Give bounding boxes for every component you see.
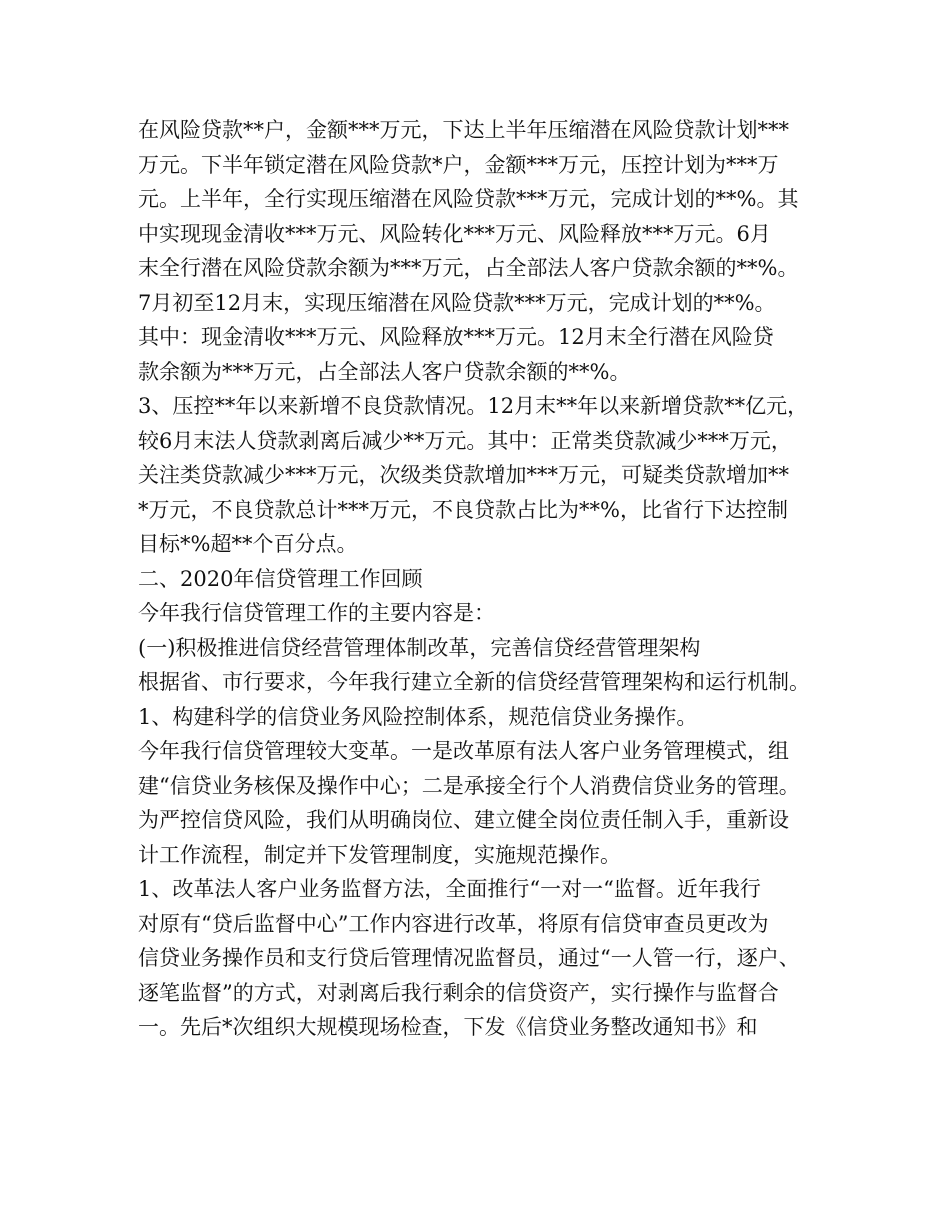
- text-line: 1、改革法人客户业务监督方法，全面推行“一对一“监督。近年我行: [138, 877, 761, 901]
- section-heading: 二、2020年信贷管理工作回顾: [138, 566, 423, 591]
- subsection-heading: (一)积极推进信贷经营管理体制改革，完善信贷经营管理架构: [138, 635, 701, 660]
- text-line: *万元，不良贷款总计***万元，不良贷款占比为**%，比省行下达控制: [138, 497, 788, 522]
- text-line: 关注类贷款减少***万元，次级类贷款增加***万元，可疑类贷款增加**: [138, 463, 789, 487]
- text-line: 在风险贷款**户，金额***万元，下达上半年压缩潜在风险贷款计划***: [138, 118, 789, 142]
- text-line: 7月初至12月末，实现压缩潜在风险贷款***万元，完成计划的**%。: [138, 290, 776, 315]
- text-line: 逐笔监督”的方式，对剥离后我行剩余的信贷资产，实行操作与监督合: [138, 980, 779, 1005]
- text-line: 一。先后*次组织大规模现场检查，下发《信贷业务整改通知书》和: [138, 1015, 758, 1039]
- text-line: 今年我行信贷管理较大变革。一是改革原有法人客户业务管理模式，组: [138, 739, 789, 763]
- text-line: 中实现现金清收***万元、风险转化***万元、风险释放***万元。6月: [138, 221, 771, 246]
- text-line: 其中：现金清收***万元、风险释放***万元。12月末全行潜在风险贷: [138, 325, 774, 349]
- text-line: 较6月末法人贷款剥离后减少**万元。其中：正常类贷款减少***万元，: [138, 428, 792, 453]
- text-line: 今年我行信贷管理工作的主要内容是：: [138, 601, 495, 625]
- text-line: 元。上半年，全行实现压缩潜在风险贷款***万元，完成计划的**%。其: [138, 187, 799, 211]
- text-line: 3、压控**年以来新增不良贷款情况。12月末**年以来新增贷款**亿元，: [138, 394, 809, 418]
- text-line: 为严控信贷风险，我们从明确岗位、建立健全岗位责任制入手，重新设: [138, 808, 789, 832]
- text-line: 建“信贷业务核保及操作中心；二是承接全行个人消费信贷业务的管理。: [138, 773, 800, 798]
- document-body: [138, 113, 838, 1045]
- text-line: 万元。下半年锁定潜在风险贷款*户，金额***万元，压控计划为***万: [138, 152, 779, 177]
- text-line: 信贷业务操作员和支行贷后管理情况监督员，通过“一人管一行，逐户、: [138, 946, 800, 970]
- text-line: 计工作流程，制定并下发管理制度，实施规范操作。: [138, 842, 621, 867]
- text-line: 末全行潜在风险贷款余额为***万元，占全部法人客户贷款余额的**%。: [138, 256, 799, 280]
- text-line: 款余额为***万元，占全部法人客户贷款余额的**%。: [138, 359, 631, 384]
- text-line: 根据省、市行要求，今年我行建立全新的信贷经营管理架构和运行机制。: [138, 670, 810, 694]
- text-line: 1、构建科学的信贷业务风险控制体系，规范信贷业务操作。: [138, 704, 698, 729]
- text-line: 对原有“贷后监督中心”工作内容进行改革，将原有信贷审查员更改为: [138, 911, 769, 936]
- text-line: 目标*%超**个百分点。: [138, 532, 358, 556]
